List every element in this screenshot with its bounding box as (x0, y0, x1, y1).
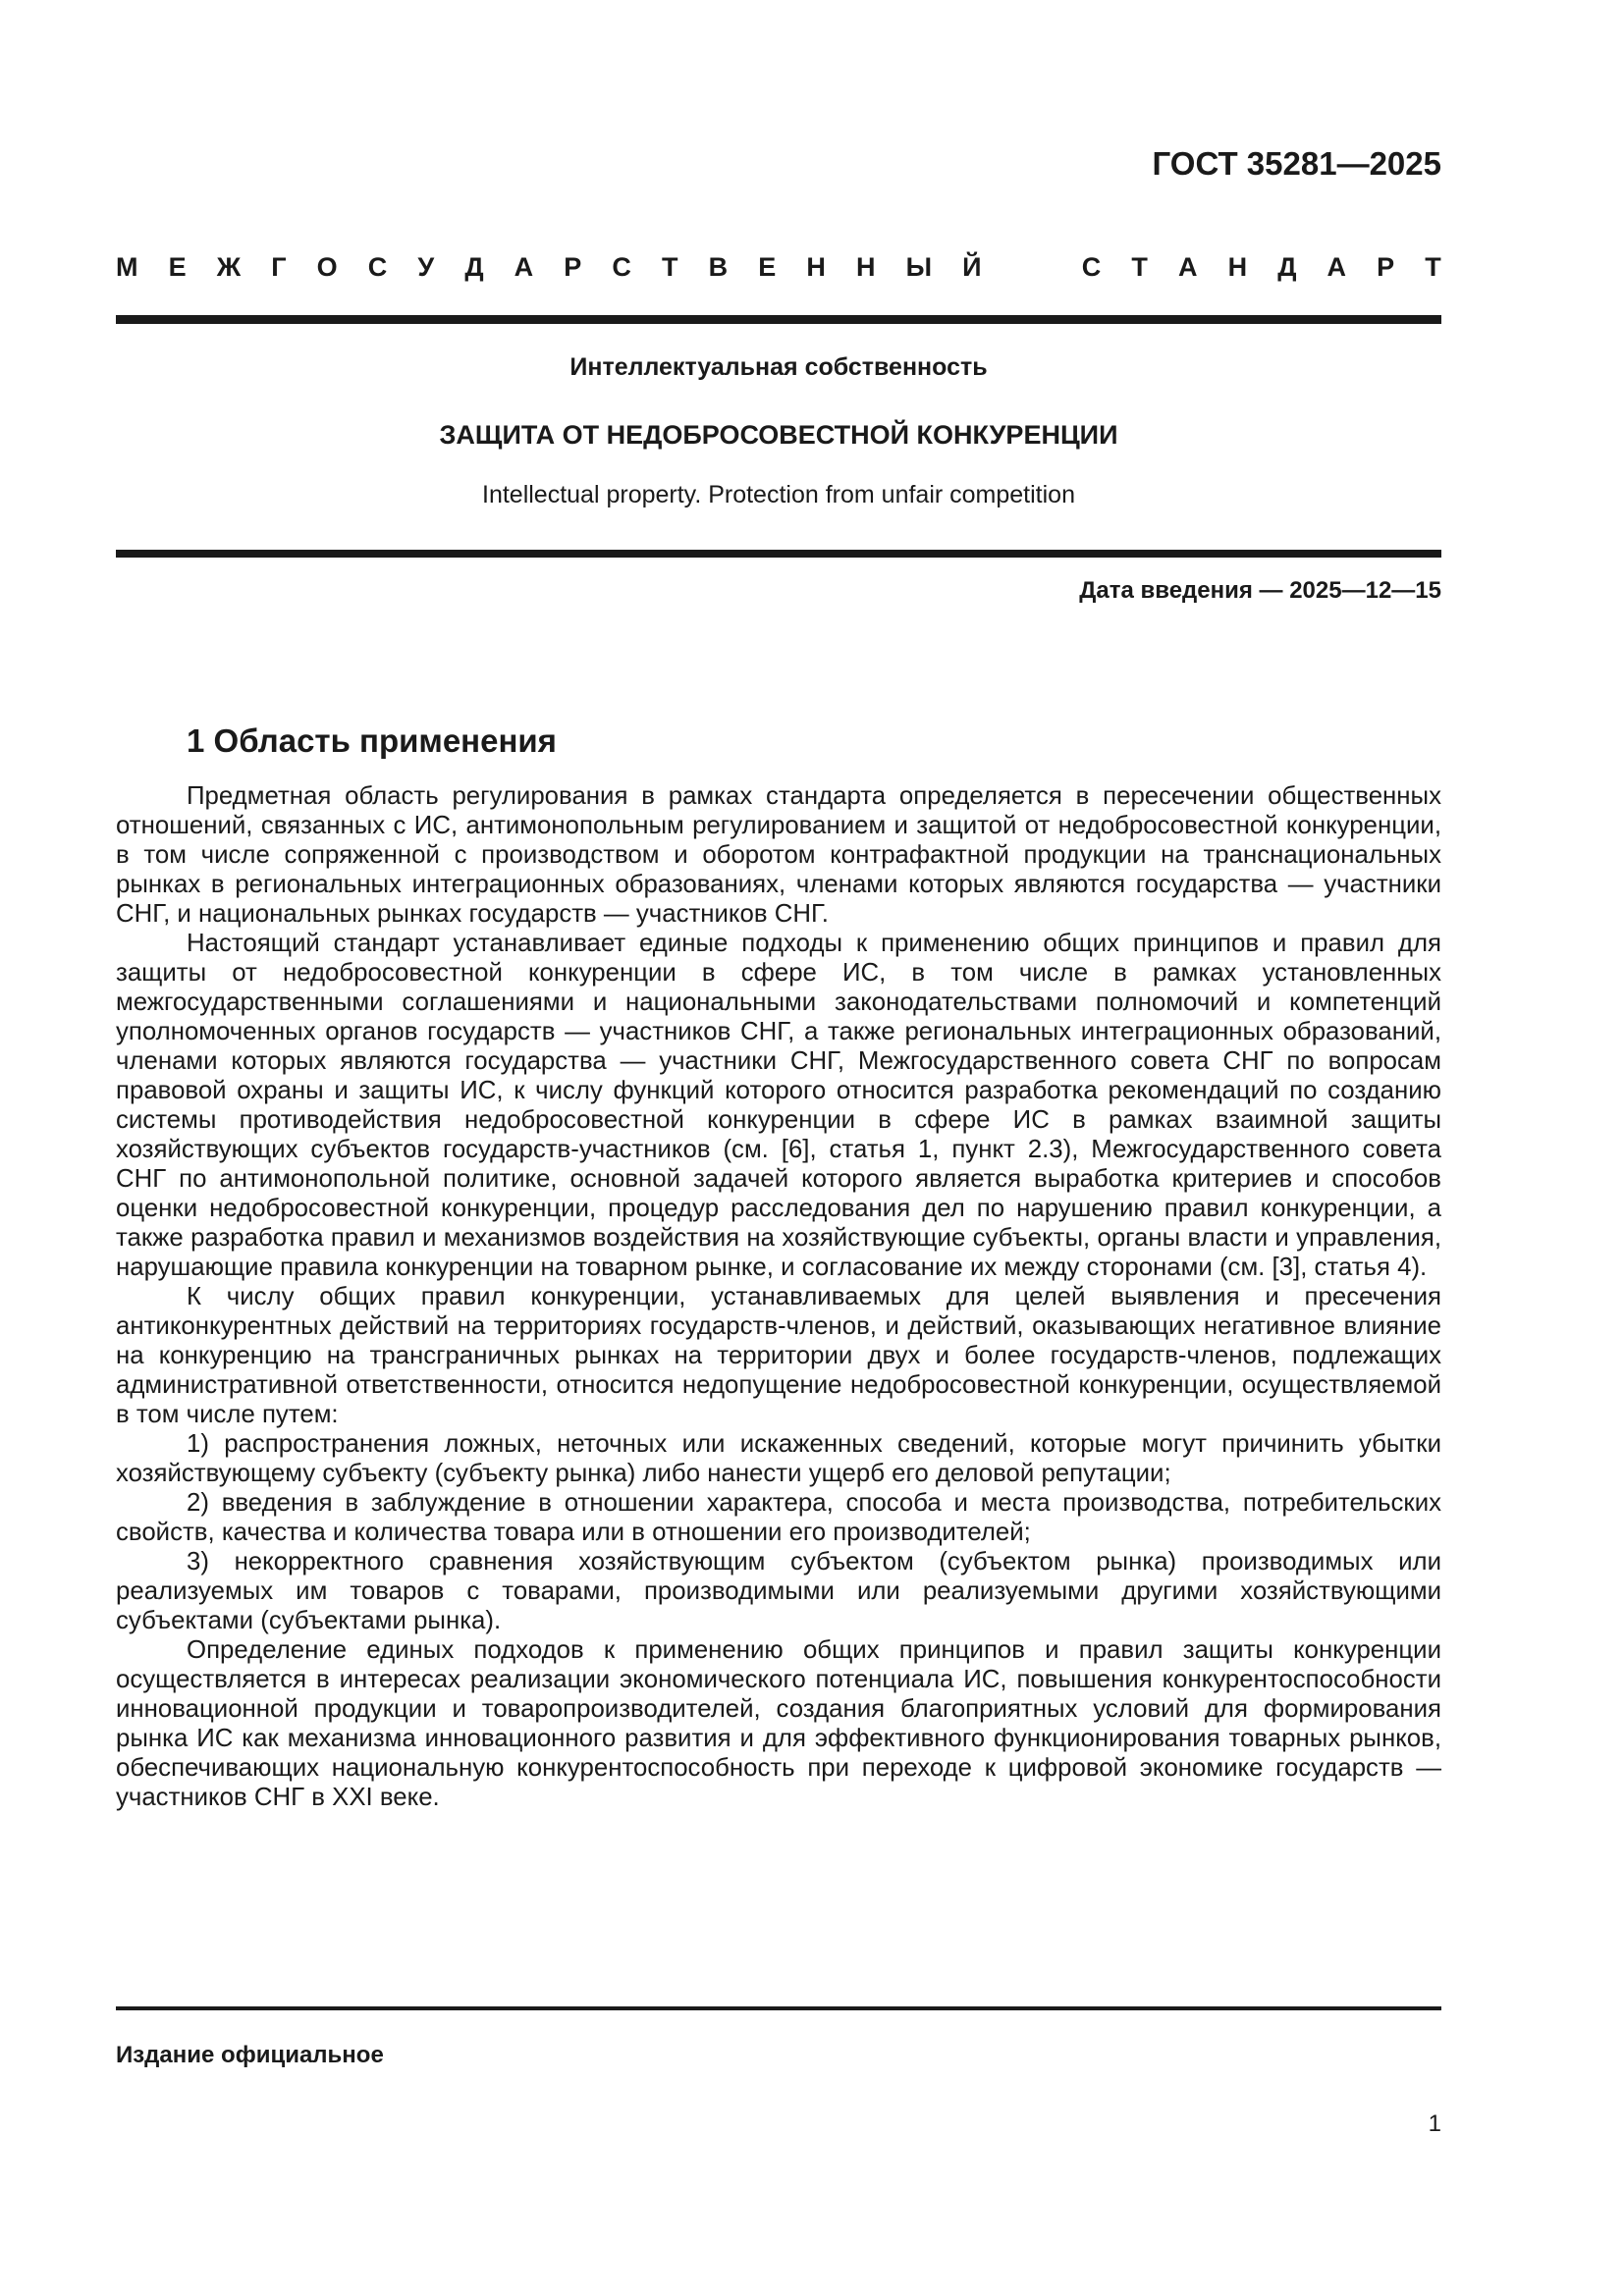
paragraph: Предметная область регулирования в рамках стандарта определяется в пересечении общественных отношений, связанных с ИС, антимонопольным регулированием и защитой от недобросовестной конкуренции, в том числе сопряженной с производством и оборотом контрафактной продукции на транснациональных рынках в региональных интеграционных образованиях, членами которых являются государства — участники СНГ, и национальных рынках государств — участников СНГ. (116, 782, 1441, 928)
heading-letter: М (116, 252, 138, 282)
heading-letter: Д (464, 252, 484, 282)
heading-letter: У (417, 252, 435, 282)
heading-letter: Р (1377, 252, 1395, 282)
document-code: ГОСТ 35281—2025 (1152, 145, 1441, 182)
heading-letter: С (612, 252, 631, 282)
heading-letter: Н (855, 252, 876, 282)
edition-label: Издание официальное (116, 2042, 384, 2068)
heading-letter: Ж (216, 252, 242, 282)
introduction-date: Дата введения — 2025—12—15 (1079, 577, 1441, 604)
heading-letter: Т (1425, 252, 1441, 282)
heading-letter: Й (962, 252, 982, 282)
heading-letter: О (316, 252, 338, 282)
heading-letter: Т (662, 252, 678, 282)
heading-letter: Е (758, 252, 777, 282)
heading-letter: Н (806, 252, 826, 282)
heading-letter: Н (1227, 252, 1248, 282)
paragraph: К числу общих правил конкуренции, устанавливаемых для целей выявления и пресечения антиконкурентных действий на территориях государств-членов, и действий, оказывающих негативное влияние на конкуренцию на трансграничных рынках на территории двух и более государств-членов, подлежащих административной ответственности, относится недопущение недобросовестной конкуренции, осуществляемой в том числе путем: (116, 1283, 1441, 1428)
list-item: 3) некорректного сравнения хозяйствующим субъектом (субъектом рынка) производимых или реализуемых им товаров с товарами, производимыми или реализуемыми другими хозяйствующими субъектами (субъектами рынка). (116, 1548, 1441, 1634)
heading-letter: Г (271, 252, 287, 282)
document-title-english: Intellectual property. Protection from unfair competition (482, 481, 1075, 508)
standard-kind-heading (116, 252, 1441, 292)
list-item: 2) введения в заблуждение в отношении характера, способа и места производства, потребительских свойств, качества и количества товара или в отношении его производителей; (116, 1489, 1441, 1546)
title-rule (116, 550, 1441, 558)
heading-letter: А (1326, 252, 1347, 282)
heading-letter: Е (168, 252, 187, 282)
heading-letter: В (708, 252, 729, 282)
heading-space (1012, 252, 1052, 292)
page-number: 1 (1428, 2110, 1441, 2137)
section-heading: 1 Область применения (187, 722, 557, 759)
heading-letter: А (514, 252, 534, 282)
footer-rule (116, 2006, 1441, 2010)
heading-letter: Д (1277, 252, 1297, 282)
section-body (116, 781, 1441, 1812)
heading-letter: Т (1131, 252, 1148, 282)
document-title: ЗАЩИТА ОТ НЕДОБРОСОВЕСТНОЙ КОНКУРЕНЦИИ (439, 420, 1118, 450)
heading-letter: С (1081, 252, 1102, 282)
list-item: 1) распространения ложных, неточных или искаженных сведений, которые могут причинить убытки хозяйствующему субъекту (субъекту рынка) либо нанести ущерб его деловой репутации; (116, 1430, 1441, 1487)
heading-letter: С (367, 252, 388, 282)
document-subtitle: Интеллектуальная собственность (569, 353, 988, 381)
top-rule (116, 315, 1441, 324)
paragraph: Настоящий стандарт устанавливает единые подходы к применению общих принципов и правил для защиты от недобросовестной конкуренции в сфере ИС, в том числе в рамках установленных межгосударственными соглашениями и национальными законодательствами полномочий и компетенций уполномоченных органов государств — участников СНГ, а также региональных интеграционных образований, членами которых являются государства — участники СНГ, Межгосударственного совета СНГ по вопросам правовой охраны и защиты ИС, к числу функций которого относится разработка рекомендаций по созданию системы противодействия недобросовестной конкуренции в сфере ИС в рамках взаимной защиты хозяйствующих субъектов государств-участников (см. [6], статья 1, пункт 2.3), Межгосударственного совета СНГ по антимонопольной политике, основной задачей которого является выработка критериев и способов оценки недобросовестной конкуренции, процедур расследования дел по нарушению правил конкуренции, а также разработка правил и механизмов воздействия на хозяйствующие субъекты, органы власти и управления, нарушающие правила конкуренции на товарном рынке, и согласование их между сторонами (см. [3], статья 4). (116, 930, 1441, 1281)
heading-letter: А (1177, 252, 1198, 282)
paragraph: Определение единых подходов к применению общих принципов и правил защиты конкуренции осуществляется в интересах реализации экономического потенциала ИС, повышения конкурентоспособности инновационной продукции и товаропроизводителей, создания благоприятных условий для формирования рынка ИС как механизма инновационного развития и для эффективного функционирования товарных рынков, обеспечивающих национальную конкурентоспособность при переходе к цифровой экономике государств — участников СНГ в XXI веке. (116, 1636, 1441, 1811)
heading-letter: Ы (905, 252, 933, 282)
heading-letter: Р (564, 252, 582, 282)
